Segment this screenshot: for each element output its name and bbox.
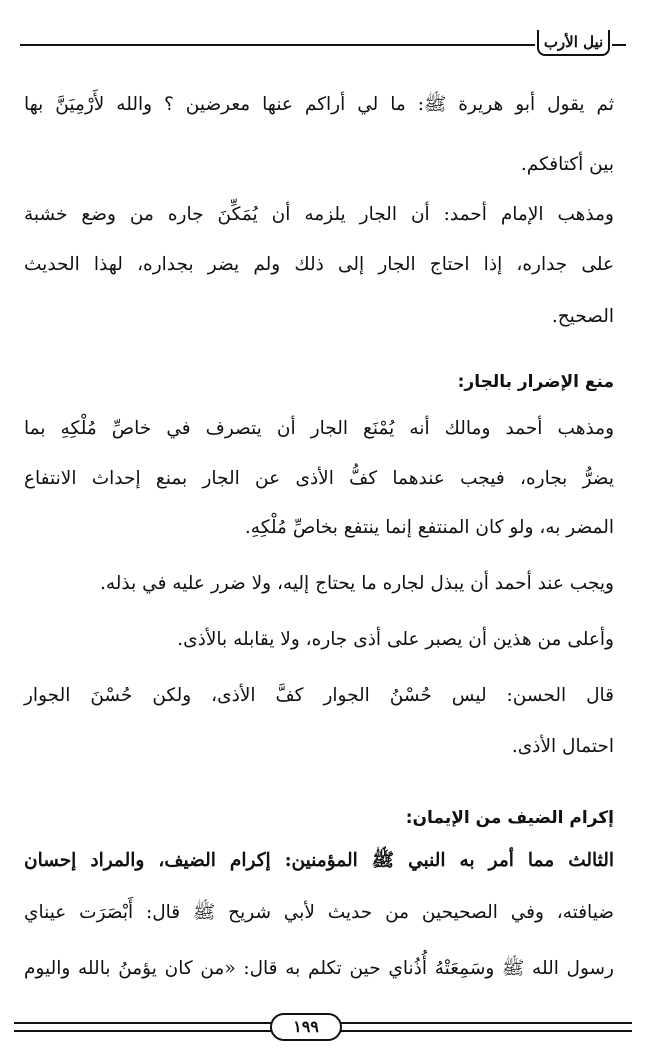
text-line: ومذهب أحمد ومالك أنه يُمْنَع الجار أن يتصرف في خاصِّ مُلْكِهِ بما xyxy=(24,418,614,439)
section-heading: منع الإضرار بالجار: xyxy=(457,372,614,392)
text-line: بين أكتافكم. xyxy=(520,154,614,175)
section-heading: إكرام الضيف من الإيمان: xyxy=(405,808,614,828)
page-number: ١٩٩ xyxy=(270,1013,342,1041)
text-line: ويجب عند أحمد أن يبذل لجاره ما يحتاج إليه، ولا ضرر عليه في بذله. xyxy=(99,573,614,594)
text-line: على جداره، إذا احتاج الجار إلى ذلك ولم يضر بجداره، لهذا الحديث xyxy=(24,254,614,275)
text-line: ومذهب الإمام أحمد: أن الجار يلزمه أن يُمَكِّنَ جاره من وضع خشبة xyxy=(24,204,614,225)
text-line: يضرُّ بجاره، فيجب عندهما كفُّ الأذى عن الجار بمنع إحداث الانتفاع xyxy=(24,468,614,489)
running-header-title: نيل الأرب xyxy=(537,30,610,56)
text-line: المضر به، ولو كان المنتفع إنما ينتفع بخاصِّ مُلْكِهِ. xyxy=(244,517,614,538)
header-rule-end xyxy=(612,44,626,46)
text-line: الثالث مما أمر به النبي ﷺ المؤمنين: إكرام الضيف، والمراد إحسان xyxy=(24,850,614,871)
header-rule xyxy=(20,44,535,46)
text-line: قال الحسن: ليس حُسْنُ الجوار كفَّ الأذى، ولكن حُسْنَ الجوار xyxy=(24,685,614,706)
text-line: وأعلى من هذين أن يصبر على أذى جاره، ولا يقابله بالأذى. xyxy=(177,629,614,650)
text-line: رسول الله ﷺ وسَمِعَتْهُ أُذُناي حين تكلم به قال: «من كان يؤمنُ بالله واليوم xyxy=(24,958,614,979)
text-line: ثم يقول أبو هريرة ﷺ: ما لي أراكم عنها معرضين ؟ والله لأَرْمِيَنَّ بها xyxy=(24,94,614,115)
text-line: الصحيح. xyxy=(551,306,614,327)
text-line: ضيافته، وفي الصحيحين من حديث لأبي شريح ﷺ قال: أَبْصَرَت عيناي xyxy=(24,902,614,923)
text-line: احتمال الأذى. xyxy=(511,736,614,757)
